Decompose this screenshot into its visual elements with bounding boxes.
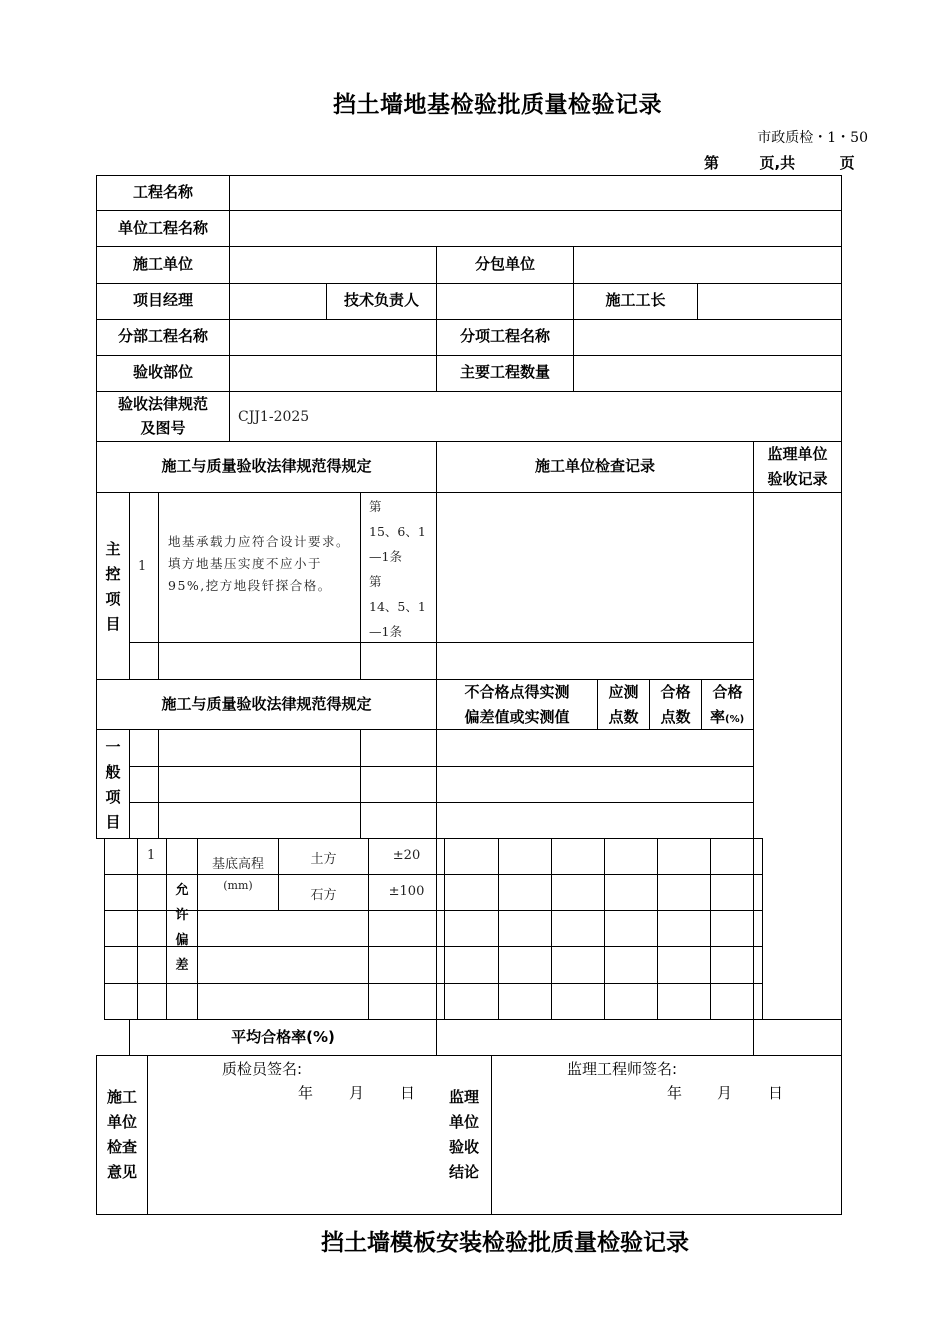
header-check-record: 施工单位检查记录 [534, 457, 655, 475]
page-title: 挡土墙地基检验批质量检验记录 [333, 92, 662, 118]
allow-char-3: 偏 [175, 933, 189, 948]
general-char-2: 般 [105, 763, 121, 781]
main-control-text: 地基承载力应符合设计要求。填方地基压实度不应小于95%,挖方地段钎探合格。 [168, 534, 351, 593]
supervision-conclusion-4: 结论 [448, 1163, 479, 1181]
header-pass-2: 点数 [660, 708, 691, 726]
label-main-quantity: 主要工程数量 [459, 363, 550, 381]
general-char-3: 项 [105, 788, 121, 806]
header-should-2: 点数 [608, 708, 639, 726]
label-project-name: 工程名称 [132, 183, 193, 201]
inspector-day: 日 [400, 1084, 416, 1102]
label-subcontract-unit: 分包单位 [474, 255, 535, 273]
engineer-month: 月 [717, 1084, 733, 1102]
allow-char-4: 差 [175, 958, 189, 973]
base-elevation-unit: (mm) [223, 879, 253, 892]
label-acceptance-part: 验收部位 [132, 363, 193, 381]
supervision-conclusion-1: 监理 [448, 1088, 479, 1106]
label-project-manager: 项目经理 [132, 291, 193, 309]
page-ye-gong: 页,共 [759, 154, 796, 172]
general-char-1: 一 [105, 738, 121, 756]
label-division-name: 分部工程名称 [117, 327, 208, 345]
allow-char-2: 许 [175, 908, 189, 923]
inspector-sign-label: 质检员签名: [222, 1060, 303, 1078]
header-rate-2 [710, 705, 744, 732]
rockwork-label: 石方 [310, 888, 337, 903]
header-regulation: 施工与质量验收法律规范得规定 [161, 457, 372, 475]
construction-opinion-4: 意见 [106, 1163, 137, 1181]
header-rate-text: 率 [710, 708, 726, 726]
page-di: 第 [704, 154, 720, 172]
page-number [704, 152, 855, 173]
construction-opinion-1: 施工 [106, 1088, 137, 1106]
main-control-no: 1 [138, 559, 147, 574]
supervision-conclusion-2: 单位 [448, 1113, 479, 1131]
clause-line-1: 第 [369, 499, 382, 514]
main-control-char-3: 项 [105, 590, 121, 608]
next-form-title: 挡土墙模板安装检验批质量检验记录 [321, 1230, 689, 1256]
average-rate-label: 平均合格率(%) [231, 1028, 335, 1046]
earthwork-label: 土方 [310, 852, 337, 867]
general-item-no: 1 [147, 848, 156, 863]
label-spec-1: 验收法律规范 [117, 395, 208, 413]
general-header-regulation: 施工与质量验收法律规范得规定 [161, 695, 372, 713]
inspector-month: 月 [349, 1084, 365, 1102]
header-unqualified-1: 不合格点得实测 [464, 683, 570, 701]
label-site-foreman: 施工工长 [605, 291, 666, 309]
clause-line-2: 15、6、1 [369, 524, 426, 539]
header-supervision-1: 监理单位 [767, 445, 828, 463]
clause-line-6: —1条 [369, 624, 402, 639]
header-rate-1: 合格 [712, 683, 743, 701]
construction-opinion-3: 检查 [106, 1138, 137, 1156]
clause-line-3: —1条 [369, 549, 402, 564]
supervision-conclusion-3: 验收 [448, 1138, 479, 1156]
header-should-1: 应测 [608, 683, 639, 701]
earthwork-tolerance: ±20 [392, 848, 421, 863]
allow-char-1: 允 [175, 883, 189, 898]
base-elevation-label: 基底高程 [211, 857, 264, 872]
rockwork-tolerance: ±100 [388, 884, 425, 899]
header-pass-1: 合格 [660, 683, 691, 701]
label-unit-project-name: 单位工程名称 [117, 219, 208, 237]
label-construction-unit: 施工单位 [132, 255, 193, 273]
clause-line-5: 14、5、1 [369, 599, 426, 614]
page-ye: 页 [839, 154, 855, 172]
form-code: 市政质检・1・50 [757, 130, 868, 146]
inspector-year: 年 [298, 1084, 314, 1102]
main-control-clause [369, 494, 433, 644]
general-char-4: 目 [105, 813, 121, 831]
header-unqualified-2: 偏差值或实测值 [464, 708, 570, 726]
engineer-year: 年 [667, 1084, 683, 1102]
clause-line-4: 第 [369, 574, 382, 589]
main-control-char-2: 控 [105, 565, 121, 583]
header-supervision-2: 验收记录 [767, 470, 828, 488]
label-spec-2: 及图号 [140, 419, 186, 437]
engineer-day: 日 [768, 1084, 784, 1102]
main-control-char-4: 目 [105, 615, 121, 633]
spec-value: CJJ1-2025 [238, 409, 310, 425]
label-subitem-name: 分项工程名称 [459, 327, 550, 345]
main-control-char-1: 主 [105, 540, 121, 558]
label-tech-lead: 技术负责人 [343, 291, 419, 309]
header-rate-unit: (%) [725, 714, 745, 725]
construction-opinion-2: 单位 [106, 1113, 137, 1131]
engineer-sign-label: 监理工程师签名: [567, 1060, 678, 1078]
